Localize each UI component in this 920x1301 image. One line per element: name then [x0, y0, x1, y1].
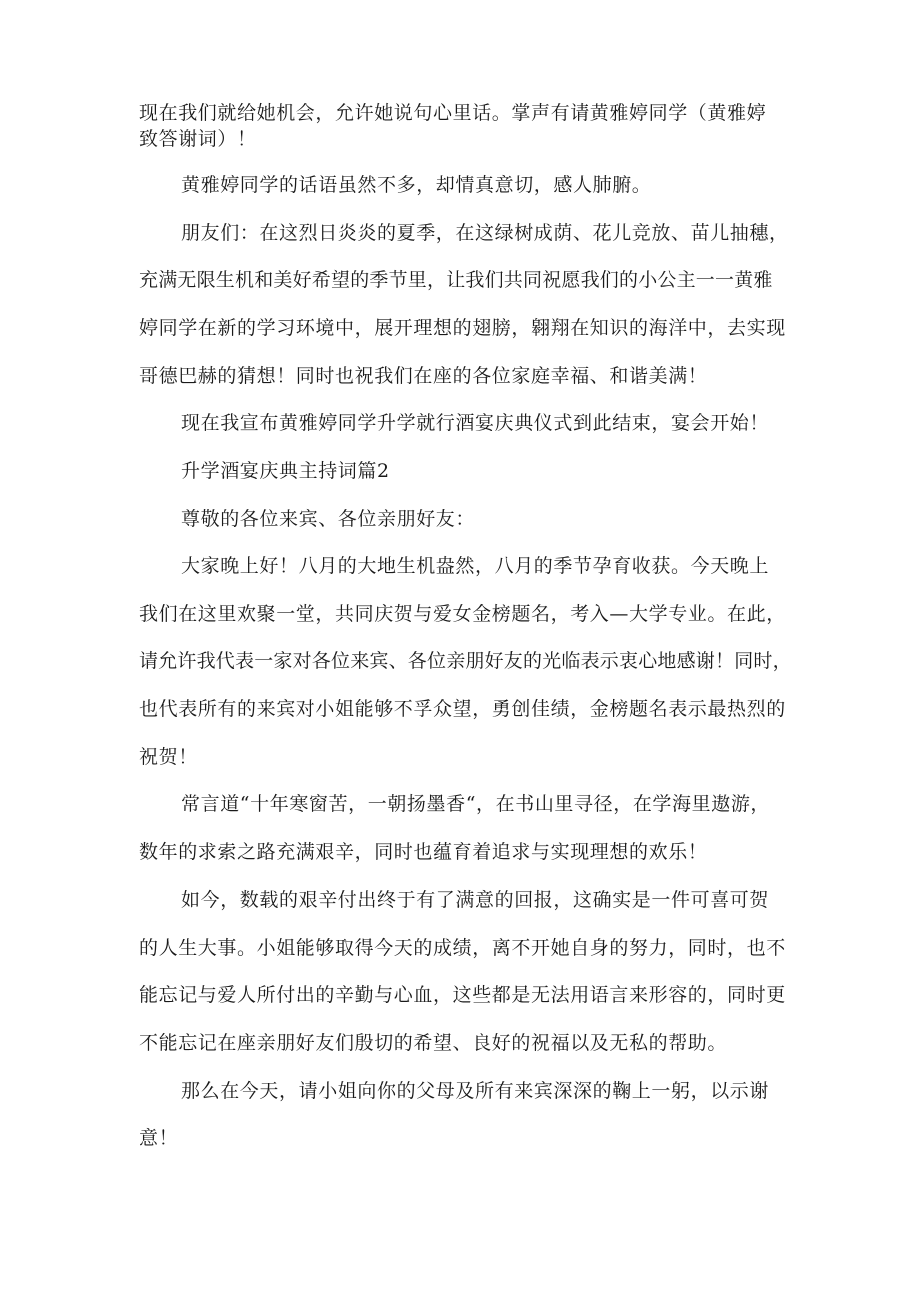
text-line: 的人生大事。小姐能够取得今天的成绩，离不开她自身的努力，同时，也不 [139, 937, 786, 959]
text-line: 婷同学在新的学习环境中，展开理想的翅膀，翱翔在知识的海洋中，去实现 [139, 317, 786, 339]
text-line: 黄雅婷同学的话语虽然不多，却情真意切，感人肺腑。 [181, 174, 652, 196]
text-line: 请允许我代表一家对各位来宾、各位亲朋好友的光临表示衷心地感谢！同时， [139, 650, 792, 672]
text-line: 能忘记与爱人所付出的辛勤与心血，这些都是无法用语言来形容的，同时更 [139, 984, 786, 1006]
text-line: 充满无限生机和美好希望的季节里，让我们共同祝愿我们的小公主一一黄雅 [139, 269, 773, 291]
text-line: 不能忘记在座亲朋好友们殷切的希望、良好的祝福以及无私的帮助。 [139, 1032, 728, 1054]
text-line: 意！ [139, 1127, 179, 1149]
text-line: 哥德巴赫的猜想！同时也祝我们在座的各位家庭幸福、和谐美满！ [139, 365, 708, 387]
text-line: 尊敬的各位来宾、各位亲朋好友： [181, 508, 476, 530]
text-line: 现在我们就给她机会，允许她说句心里话。掌声有请黄雅婷同学（黄雅婷 [139, 102, 767, 124]
text-line: 数年的求索之路充满艰辛，同时也蕴育着追求与实现理想的欢乐！ [139, 841, 708, 863]
text-line: 常言道“十年寒窗苦，一朝扬墨香“，在书山里寻径，在学海里遨游， [181, 793, 771, 815]
text-line: 祝贺！ [139, 746, 198, 768]
text-line: 那么在今天，请小姐向你的父母及所有来宾深深的鞠上一躬，以示谢 [181, 1080, 770, 1102]
text-line: 也代表所有的来宾对小姐能够不孚众望，勇创佳绩，金榜题名表示最热烈的 [139, 698, 786, 720]
text-line: 大家晚上好！八月的大地生机盎然，八月的季节孕育收获。今天晚上 [181, 555, 770, 577]
text-line: 如今，数载的艰辛付出终于有了满意的回报，这确实是一件可喜可贺 [181, 889, 770, 911]
section-heading: 升学酒宴庆典主持词篇2 [181, 460, 390, 482]
text-line: 致答谢词）！ [139, 128, 257, 150]
text-line: 朋友们：在这烈日炎炎的夏季，在这绿树成荫、花儿竞放、苗儿抽穗， [181, 222, 789, 244]
text-line: 现在我宣布黄雅婷同学升学就行酒宴庆典仪式到此结束，宴会开始！ [181, 412, 770, 434]
text-line: 我们在这里欢聚一堂，共同庆贺与爱女金榜题名，考入—大学专业。在此， [139, 603, 786, 625]
